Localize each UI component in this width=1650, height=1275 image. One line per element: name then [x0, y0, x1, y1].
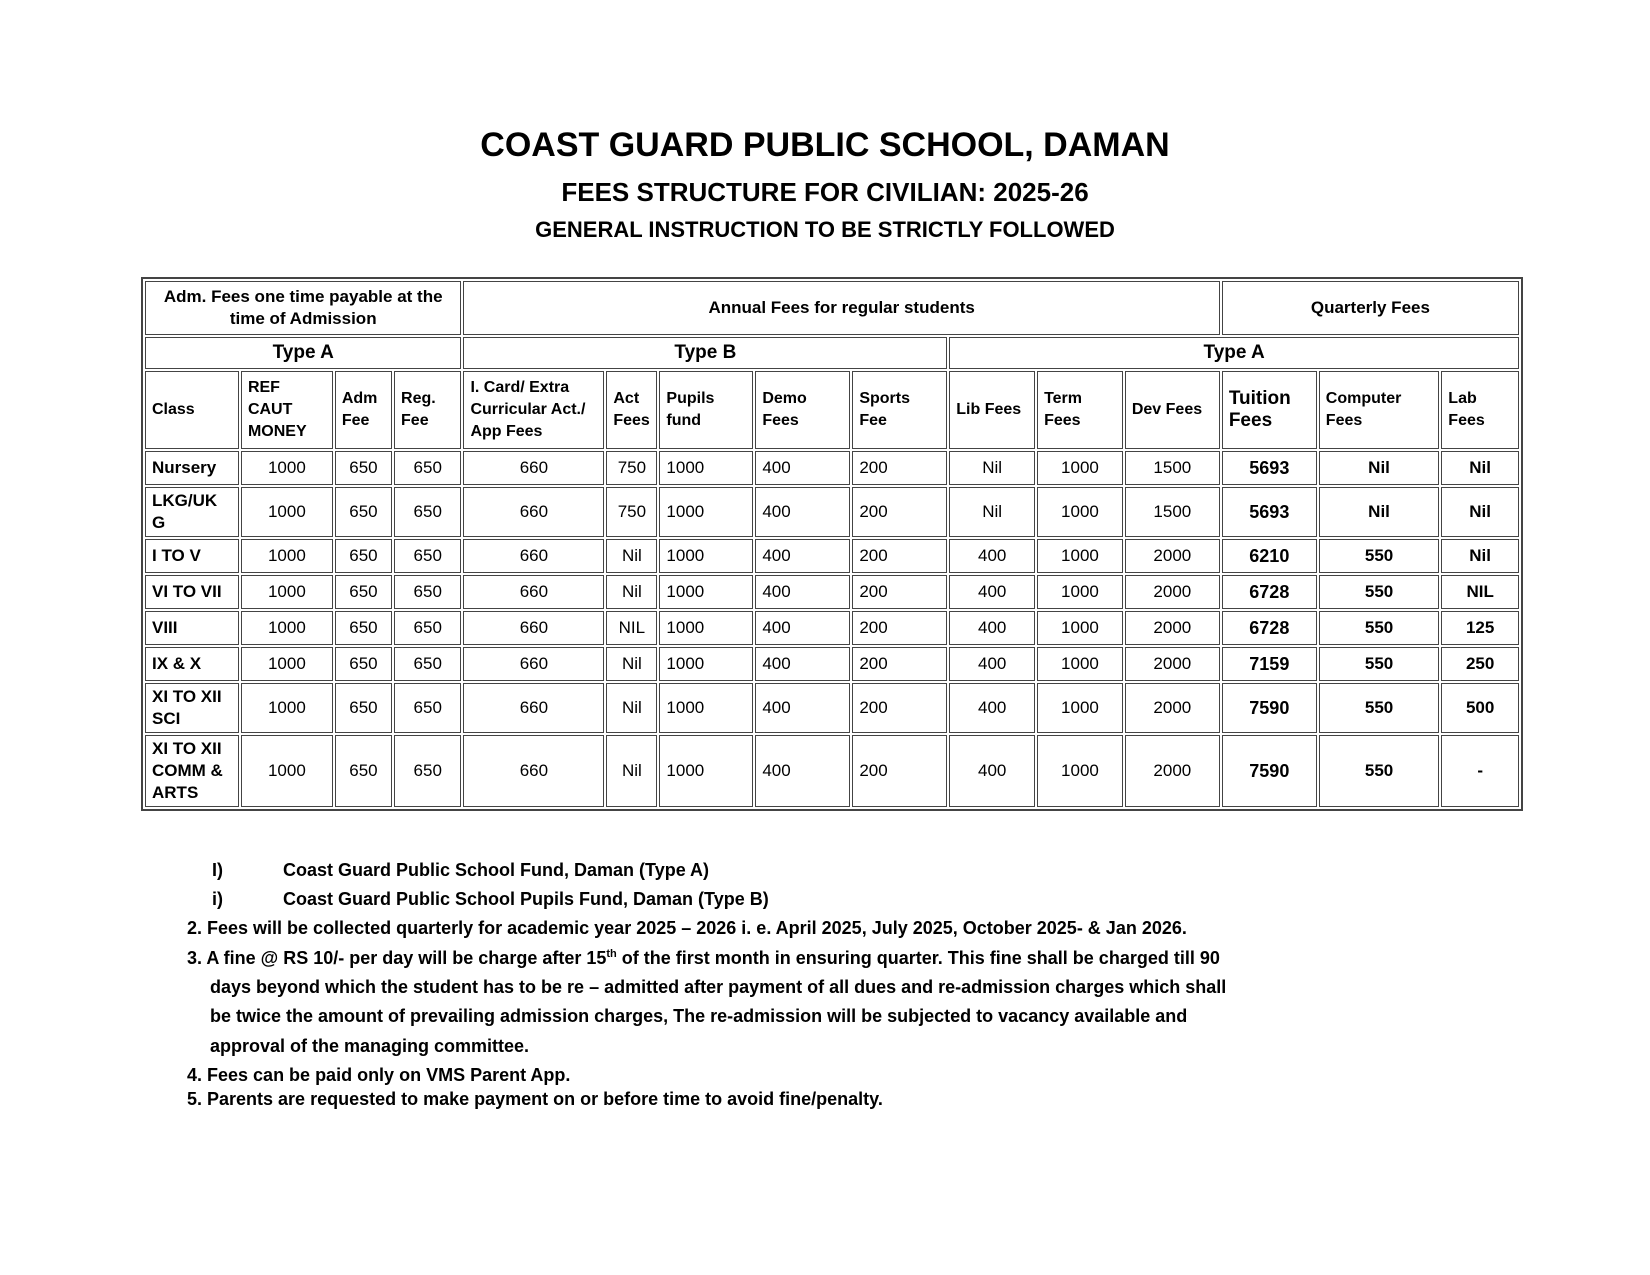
col-header-class: Class — [145, 371, 239, 449]
cell-sports: 200 — [852, 735, 947, 807]
col-header-ref: REF CAUT MONEY — [241, 371, 333, 449]
cell-sports: 200 — [852, 575, 947, 609]
cell-term: 1000 — [1037, 539, 1123, 573]
column-header-row — [145, 371, 1519, 449]
cell-term: 1000 — [1037, 647, 1123, 681]
cell-lab: Nil — [1441, 487, 1519, 537]
cell-ref: 1000 — [241, 487, 333, 537]
table-row — [145, 487, 1519, 537]
cell-class: XI TO XII SCI — [145, 683, 239, 733]
cell-pupils: 1000 — [659, 683, 753, 733]
type-b-header: Type B — [463, 337, 947, 369]
fund-b-note: Coast Guard Public School Pupils Fund, Daman (Type B) — [283, 889, 769, 909]
school-title: COAST GUARD PUBLIC SCHOOL, DAMAN — [480, 126, 1170, 164]
cell-dev: 2000 — [1125, 735, 1220, 807]
cell-lib: Nil — [949, 487, 1035, 537]
cell-term: 1000 — [1037, 611, 1123, 645]
table-row — [145, 683, 1519, 733]
cell-sports: 200 — [852, 451, 947, 485]
cell-dev: 1500 — [1125, 451, 1220, 485]
col-header-sports: Sports Fee — [852, 371, 947, 449]
cell-reg: 650 — [394, 487, 461, 537]
cell-lab: - — [1441, 735, 1519, 807]
cell-term: 1000 — [1037, 487, 1123, 537]
cell-icard: 660 — [463, 539, 604, 573]
cell-adm: 650 — [335, 647, 392, 681]
cell-tuition: 5693 — [1222, 487, 1317, 537]
group-annual-header: Annual Fees for regular students — [463, 281, 1219, 335]
type-header-row — [145, 337, 1519, 369]
cell-tuition: 6210 — [1222, 539, 1317, 573]
cell-adm: 650 — [335, 539, 392, 573]
cell-act: NIL — [606, 611, 657, 645]
fund-a-note: Coast Guard Public School Fund, Daman (Type A) — [283, 860, 710, 880]
cell-reg: 650 — [394, 647, 461, 681]
cell-pupils: 1000 — [659, 735, 753, 807]
cell-pupils: 1000 — [659, 487, 753, 537]
col-header-lib: Lib Fees — [949, 371, 1035, 449]
cell-sports: 200 — [852, 611, 947, 645]
group-header-row — [145, 281, 1519, 335]
cell-demo: 400 — [755, 539, 850, 573]
cell-reg: 650 — [394, 683, 461, 733]
cell-class: Nursery — [145, 451, 239, 485]
cell-computer: 550 — [1319, 735, 1440, 807]
cell-class: VI TO VII — [145, 575, 239, 609]
cell-term: 1000 — [1037, 575, 1123, 609]
note-2: 2. Fees will be collected quarterly for academic year 2025 – 2026 i. e. April 2025, July 2025, October 2025- & Jan 2026. — [187, 918, 1187, 938]
cell-tuition: 6728 — [1222, 575, 1317, 609]
note-3-superscript: th — [606, 948, 617, 960]
col-header-pupils: Pupils fund — [659, 371, 753, 449]
cell-tuition: 7590 — [1222, 735, 1317, 807]
col-header-dev: Dev Fees — [1125, 371, 1220, 449]
cell-sports: 200 — [852, 539, 947, 573]
cell-demo: 400 — [755, 683, 850, 733]
cell-class: VIII — [145, 611, 239, 645]
cell-term: 1000 — [1037, 735, 1123, 807]
cell-term: 1000 — [1037, 451, 1123, 485]
table-row — [145, 451, 1519, 485]
table-row — [145, 611, 1519, 645]
cell-demo: 400 — [755, 451, 850, 485]
cell-computer: 550 — [1319, 647, 1440, 681]
cell-lib: 400 — [949, 539, 1035, 573]
cell-sports: 200 — [852, 487, 947, 537]
cell-computer: Nil — [1319, 451, 1440, 485]
cell-icard: 660 — [463, 611, 604, 645]
cell-sports: 200 — [852, 647, 947, 681]
note-3-text-b: of the first month in ensuring quarter. This fine shall be charged till 90 — [616, 948, 1220, 968]
cell-adm: 650 — [335, 683, 392, 733]
cell-dev: 2000 — [1125, 575, 1220, 609]
note-3-line-4: approval of the managing committee. — [210, 1036, 530, 1056]
cell-demo: 400 — [755, 647, 850, 681]
cell-adm: 650 — [335, 611, 392, 645]
cell-act: Nil — [606, 539, 657, 573]
note-3-line-2: days beyond which the student has to be re – admitted after payment of all dues and re-admission charges which shall — [210, 977, 1227, 997]
table-row — [145, 539, 1519, 573]
cell-ref: 1000 — [241, 611, 333, 645]
instruction-heading: GENERAL INSTRUCTION TO BE STRICTLY FOLLOWED — [535, 217, 1115, 242]
fees-subtitle: FEES STRUCTURE FOR CIVILIAN: 2025-26 — [561, 177, 1089, 207]
cell-ref: 1000 — [241, 575, 333, 609]
cell-reg: 650 — [394, 735, 461, 807]
cell-sports: 200 — [852, 683, 947, 733]
cell-icard: 660 — [463, 647, 604, 681]
cell-lab: 500 — [1441, 683, 1519, 733]
group-quarterly-header: Quarterly Fees — [1222, 281, 1519, 335]
cell-adm: 650 — [335, 735, 392, 807]
cell-term: 1000 — [1037, 683, 1123, 733]
col-header-tuition: Tuition Fees — [1222, 371, 1317, 449]
cell-computer: 550 — [1319, 611, 1440, 645]
type-a-right-header: Type A — [949, 337, 1519, 369]
col-header-icard: I. Card/ Extra Curricular Act./ App Fees — [463, 371, 604, 449]
fund-b-marker: i) — [212, 889, 223, 909]
fees-table — [141, 277, 1523, 811]
cell-icard: 660 — [463, 683, 604, 733]
cell-act: Nil — [606, 575, 657, 609]
cell-dev: 1500 — [1125, 487, 1220, 537]
cell-act: Nil — [606, 647, 657, 681]
cell-dev: 2000 — [1125, 539, 1220, 573]
col-header-computer: Computer Fees — [1319, 371, 1440, 449]
cell-reg: 650 — [394, 611, 461, 645]
table-row — [145, 735, 1519, 807]
col-header-act: Act Fees — [606, 371, 657, 449]
cell-lab: NIL — [1441, 575, 1519, 609]
cell-reg: 650 — [394, 539, 461, 573]
cell-demo: 400 — [755, 735, 850, 807]
cell-dev: 2000 — [1125, 611, 1220, 645]
cell-lab: 250 — [1441, 647, 1519, 681]
cell-computer: Nil — [1319, 487, 1440, 537]
cell-lab: Nil — [1441, 451, 1519, 485]
table-row — [145, 647, 1519, 681]
cell-act: 750 — [606, 487, 657, 537]
cell-tuition: 7159 — [1222, 647, 1317, 681]
cell-act: 750 — [606, 451, 657, 485]
cell-reg: 650 — [394, 575, 461, 609]
cell-class: I TO V — [145, 539, 239, 573]
cell-lib: 400 — [949, 611, 1035, 645]
note-5: 5. Parents are requested to make payment on or before time to avoid fine/penalty. — [187, 1089, 883, 1109]
cell-pupils: 1000 — [659, 539, 753, 573]
note-3-text-a: 3. A fine @ RS 10/- per day will be charge after 15 — [187, 948, 607, 968]
cell-act: Nil — [606, 683, 657, 733]
page-header — [0, 122, 1650, 248]
col-header-adm: Adm Fee — [335, 371, 392, 449]
cell-icard: 660 — [463, 451, 604, 485]
cell-lib: 400 — [949, 735, 1035, 807]
group-admission-header: Adm. Fees one time payable at the time of Admission — [145, 281, 461, 335]
cell-adm: 650 — [335, 451, 392, 485]
cell-pupils: 1000 — [659, 451, 753, 485]
col-header-term: Term Fees — [1037, 371, 1123, 449]
cell-ref: 1000 — [241, 451, 333, 485]
cell-computer: 550 — [1319, 539, 1440, 573]
cell-adm: 650 — [335, 487, 392, 537]
cell-pupils: 1000 — [659, 575, 753, 609]
cell-class: IX & X — [145, 647, 239, 681]
cell-ref: 1000 — [241, 539, 333, 573]
cell-icard: 660 — [463, 735, 604, 807]
cell-tuition: 6728 — [1222, 611, 1317, 645]
cell-dev: 2000 — [1125, 683, 1220, 733]
note-3-line-1 — [187, 948, 1220, 969]
cell-icard: 660 — [463, 487, 604, 537]
cell-adm: 650 — [335, 575, 392, 609]
cell-lib: 400 — [949, 575, 1035, 609]
col-header-lab: Lab Fees — [1441, 371, 1519, 449]
cell-demo: 400 — [755, 575, 850, 609]
cell-dev: 2000 — [1125, 647, 1220, 681]
cell-icard: 660 — [463, 575, 604, 609]
cell-ref: 1000 — [241, 735, 333, 807]
cell-pupils: 1000 — [659, 611, 753, 645]
cell-computer: 550 — [1319, 575, 1440, 609]
cell-lib: 400 — [949, 683, 1035, 733]
note-4: 4. Fees can be paid only on VMS Parent App. — [187, 1065, 571, 1085]
col-header-reg: Reg. Fee — [394, 371, 461, 449]
cell-computer: 550 — [1319, 683, 1440, 733]
cell-class: XI TO XII COMM & ARTS — [145, 735, 239, 807]
cell-lib: Nil — [949, 451, 1035, 485]
type-a-left-header: Type A — [145, 337, 461, 369]
cell-lab: 125 — [1441, 611, 1519, 645]
note-3-line-3: be twice the amount of prevailing admission charges, The re-admission will be subjected to vacancy available and — [210, 1006, 1188, 1026]
table-row — [145, 575, 1519, 609]
cell-class: LKG/UK G — [145, 487, 239, 537]
cell-lib: 400 — [949, 647, 1035, 681]
cell-pupils: 1000 — [659, 647, 753, 681]
cell-demo: 400 — [755, 487, 850, 537]
cell-tuition: 7590 — [1222, 683, 1317, 733]
cell-ref: 1000 — [241, 683, 333, 733]
cell-tuition: 5693 — [1222, 451, 1317, 485]
cell-reg: 650 — [394, 451, 461, 485]
cell-act: Nil — [606, 735, 657, 807]
fund-a-marker: I) — [212, 860, 223, 880]
cell-lab: Nil — [1441, 539, 1519, 573]
col-header-demo: Demo Fees — [755, 371, 850, 449]
cell-demo: 400 — [755, 611, 850, 645]
cell-ref: 1000 — [241, 647, 333, 681]
